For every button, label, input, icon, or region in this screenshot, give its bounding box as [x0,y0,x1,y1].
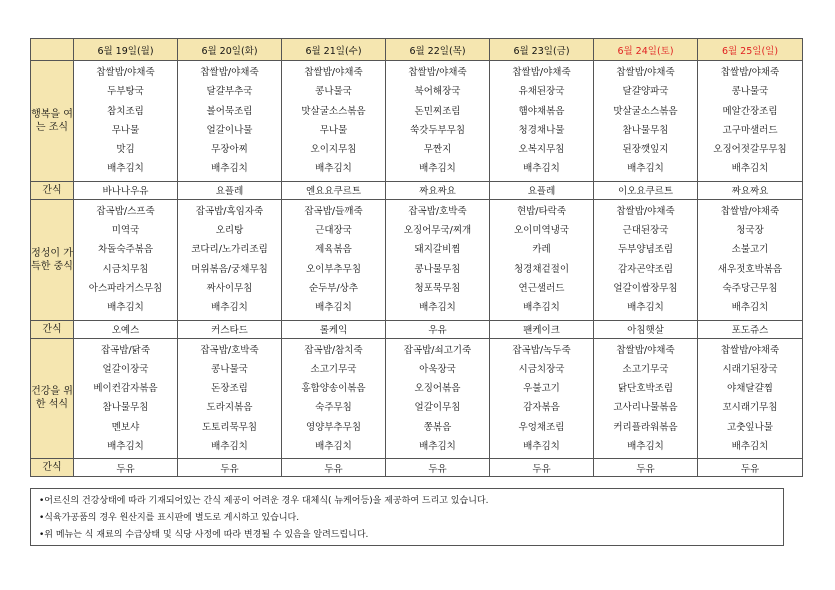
snack-cell: 커스타드 [178,320,282,338]
menu-item: 오징어볶음 [414,383,461,395]
menu-item: 배추김치 [419,302,456,314]
menu-item: 도라지볶음 [206,402,253,414]
menu-item: 찹쌀밥/야채죽 [616,67,675,78]
menu-item: 소고기무국 [622,363,669,375]
menu-item: 제육볶음 [315,244,352,256]
menu-item: 베이컨감자볶음 [93,383,158,395]
weekly-menu-table [30,38,803,477]
day-header-weekend: 6월 25일(일) [698,39,803,61]
dinner-day-cell [386,338,490,459]
lunch-day-cell [74,199,178,320]
menu-item: 미역국 [111,225,140,237]
menu-item: 청포묵무침 [414,282,461,294]
menu-item: 배추김치 [315,441,352,453]
menu-item: 소불고기 [731,244,769,256]
snack-cell: 두유 [282,459,386,477]
menu-item: 현밥/타락죽 [516,205,567,217]
snack-cell: 이오요쿠르트 [594,181,698,199]
snack-cell: 요플레 [178,181,282,199]
snack-cell: 짜요짜요 [386,181,490,199]
menu-item: 오징어젓갈무무침 [713,144,787,156]
dinner-day-cell [74,338,178,459]
menu-item: 고구마샐러드 [722,124,778,136]
day-header-weekend: 6월 24일(토) [594,39,698,61]
menu-item: 콩나물국 [211,363,248,375]
menu-item: 찹쌀밥/야채죽 [616,205,675,217]
menu-item: 오이미역냉국 [513,225,570,237]
menu-item: 머위볶음/궁채무침 [191,263,268,275]
lunch-day-cell [386,199,490,320]
menu-item: 쑥갓두부무침 [409,124,466,136]
menu-item: 배추김치 [107,163,144,175]
menu-item: 맛김 [116,144,135,156]
menu-item: 돼지갈비찜 [414,244,461,256]
menu-item: 숙주무침 [315,402,352,414]
snack-cell: 두유 [698,459,803,477]
menu-item: 새우젓호박볶음 [717,263,783,275]
menu-item: 잡곡밥/녹두죽 [512,344,571,356]
menu-item: 찹쌀밥/야채죽 [616,344,675,356]
menu-item: 시금치장국 [518,363,565,375]
lunch-row [31,199,803,320]
menu-item: 감자볶음 [523,402,560,414]
menu-item: 아욱장국 [419,363,456,375]
snack-cell: 엔요요쿠르트 [282,181,386,199]
menu-item: 달걀양파국 [622,86,669,98]
menu-item: 배추김치 [211,302,248,314]
menu-item: 참치조림 [107,105,144,117]
snack-cell: 팬케이크 [490,320,594,338]
menu-item: 잡곡밥/참치죽 [304,344,363,356]
snack-cell: 포도쥬스 [698,320,803,338]
menu-item: 오리탕 [215,225,244,237]
snack-row [31,181,803,199]
snack-cell: 두유 [74,459,178,477]
menu-item: 배추김치 [523,302,560,314]
snack-cell: 우유 [386,320,490,338]
menu-item: 찹쌀밥/야채죽 [720,205,780,217]
snack-cell: 요플레 [490,181,594,199]
menu-item: 돈민찌조림 [414,105,461,117]
menu-item: 잡곡밥/스프죽 [96,205,155,217]
dinner-day-cell [282,338,386,459]
note-line: •식육가공품의 경우 원산지를 표시판에 별도로 게시하고 있습니다. [39,513,300,523]
menu-item: 배추김치 [731,302,769,314]
menu-item: 소고기무국 [310,363,357,375]
menu-item: 시래기된장국 [722,363,778,375]
snack-cell: 두유 [490,459,594,477]
menu-item: 아스파라거스무침 [88,282,163,294]
snack-cell: 바나나우유 [74,181,178,199]
menu-item: 쫑볶음 [423,421,452,433]
menu-item: 도토리묵무침 [201,421,258,433]
menu-item: 멘보샤 [111,421,140,433]
snack-cell: 두유 [594,459,698,477]
dinner-day-cell [490,338,594,459]
breakfast-day-cell [490,61,594,182]
dinner-day-cell [178,338,282,459]
snack-label: 간식 [31,181,74,199]
menu-item: 배추김치 [627,163,664,175]
lunch-day-cell [490,199,594,320]
breakfast-day-cell [74,61,178,182]
menu-item: 무장아찌 [211,144,248,156]
day-header: 6월 23일(금) [490,39,594,61]
menu-item: 영양부추무침 [305,421,362,433]
menu-item: 찹쌀밥/야채죽 [408,67,467,78]
menu-item: 고춧잎나물 [727,421,773,433]
menu-item: 배추김치 [419,441,456,453]
menu-item: 두부탕국 [107,86,144,98]
menu-item: 우불고기 [523,383,560,395]
menu-item: 꼬시래기무침 [722,402,778,414]
menu-item: 잡곡밥/닭죽 [100,344,151,356]
corner-cell [31,39,74,61]
notes-box [30,488,784,546]
snack-cell: 두유 [178,459,282,477]
dinner-row [31,338,803,459]
menu-item: 달걀부추국 [206,86,253,98]
menu-item: 청경채나물 [518,124,565,136]
note-line: •위 메뉴는 식 재료의 수급상태 및 식당 사정에 따라 변경될 수 있음을 알려드립니다. [39,530,369,540]
day-header: 6월 19일(월) [74,39,178,61]
day-header: 6월 20일(화) [178,39,282,61]
menu-item: 맛살굴소스볶음 [301,105,366,117]
snack-cell: 아침햇살 [594,320,698,338]
breakfast-day-cell [178,61,282,182]
menu-item: 잡곡밥/흑임자죽 [195,205,264,217]
menu-item: 배추김치 [523,163,560,175]
menu-item: 콩나물무침 [414,263,461,275]
day-header: 6월 21일(수) [282,39,386,61]
menu-item: 맛살굴소스볶음 [613,105,678,117]
menu-item: 찹쌀밥/야채죽 [200,67,259,78]
menu-item: 두부양념조림 [617,244,674,256]
menu-item: 무나물 [319,124,348,136]
menu-item: 짜사이무침 [206,282,253,294]
menu-item: 연근샐러드 [518,282,565,294]
menu-item: 북어해장국 [414,86,461,98]
menu-item: 얼갈이나물 [206,124,253,136]
lunch-day-cell [178,199,282,320]
snack-cell: 짜요짜요 [698,181,803,199]
menu-item: 오이지무침 [310,144,357,156]
menu-item: 찹쌀밥/야채죽 [512,67,571,78]
lunch-day-cell [594,199,698,320]
menu-item: 배추김치 [627,441,664,453]
breakfast-day-cell [698,61,803,182]
menu-item: 고사리나물볶음 [613,402,678,414]
menu-item: 얼갈이장국 [102,363,149,375]
snack-label: 간식 [31,320,74,338]
menu-item: 콩나물국 [731,86,769,98]
menu-item: 찹쌀밥/야채죽 [304,67,363,78]
snack-row [31,320,803,338]
menu-item: 청경채겉절이 [513,263,570,275]
breakfast-day-cell [282,61,386,182]
snack-cell: 롤케익 [282,320,386,338]
lunch-day-cell [282,199,386,320]
menu-item: 배추김치 [731,163,769,175]
menu-item: 햄야채볶음 [518,105,565,117]
menu-item: 찹쌀밥/야채죽 [720,67,780,78]
menu-item: 잡곡밥/호박죽 [408,205,467,217]
menu-item: 찹쌀밥/야채죽 [720,344,780,356]
menu-item: 숙주당근무침 [722,282,778,294]
menu-item: 배추김치 [731,441,769,453]
menu-item: 무나물 [111,124,140,136]
menu-item: 청국장 [736,225,764,237]
menu-item: 배추김치 [523,441,560,453]
breakfast-day-cell [594,61,698,182]
menu-item: 잡곡밥/들깨죽 [304,205,363,217]
snack-cell: 두유 [386,459,490,477]
menu-item: 근대장국 [315,225,352,237]
menu-item: 오복지무침 [518,144,565,156]
menu-item: 배추김치 [107,441,144,453]
menu-item: 감자곤약조림 [617,263,674,275]
dinner-label: 건강을 위한 석식 [31,338,74,459]
menu-item: 배추김치 [419,163,456,175]
menu-item: 돈장조림 [211,383,248,395]
menu-item: 참나물무침 [622,124,669,136]
menu-item: 우엉채조림 [518,421,565,433]
menu-item: 참나물무침 [102,402,149,414]
menu-item: 배추김치 [107,302,144,314]
menu-item: 볼어묵조림 [206,105,253,117]
menu-item: 배추김치 [315,163,352,175]
note-line: •어르신의 건강상태에 따라 기재되어있는 간식 제공이 어려운 경우 대체식( 뉴케어등)을 제공하여 드리고 있습니다. [39,496,489,506]
menu-item: 시금치무침 [102,263,149,275]
day-header: 6월 22일(목) [386,39,490,61]
menu-item: 잡곡밥/호박죽 [200,344,259,356]
menu-item: 차돌숙주볶음 [97,244,154,256]
menu-item: 근대된장국 [622,225,669,237]
menu-item: 코다리/노가리조림 [191,244,268,256]
menu-item: 찹쌀밥/야채죽 [96,67,155,78]
menu-item: 배추김치 [315,302,352,314]
menu-item: 오이부추무침 [305,263,362,275]
menu-item: 잡곡밥/쇠고기죽 [403,344,472,356]
snack-row [31,459,803,477]
menu-item: 콩나물국 [315,86,352,98]
breakfast-day-cell [386,61,490,182]
menu-item: 닭단호박조림 [617,383,674,395]
menu-item: 커리플라워볶음 [613,421,678,433]
breakfast-label: 행복을 여는 조식 [31,61,74,182]
dinner-day-cell [698,338,803,459]
menu-item: 카레 [532,244,551,256]
menu-item: 배추김치 [211,163,248,175]
menu-item: 유채된장국 [518,86,565,98]
menu-item: 순두부/상추 [308,282,359,294]
lunch-label: 정성이 가득한 중식 [31,199,74,320]
menu-item: 오징어무국/찌개 [403,225,472,237]
snack-label: 간식 [31,459,74,477]
breakfast-row [31,61,803,182]
menu-item: 된장깻잎지 [622,144,669,156]
menu-item: 얼갈이무침 [414,402,461,414]
lunch-day-cell [698,199,803,320]
dinner-day-cell [594,338,698,459]
menu-item: 야채달걀찜 [727,383,773,395]
menu-item: 메알간장조림 [722,105,778,117]
menu-item: 배추김치 [211,441,248,453]
menu-item: 얼갈이쌈장무침 [613,282,678,294]
menu-item: 무짠지 [423,144,452,156]
menu-item: 배추김치 [627,302,664,314]
header-row [31,39,803,61]
menu-item: 홍합양송이볶음 [301,383,366,395]
snack-cell: 오예스 [74,320,178,338]
